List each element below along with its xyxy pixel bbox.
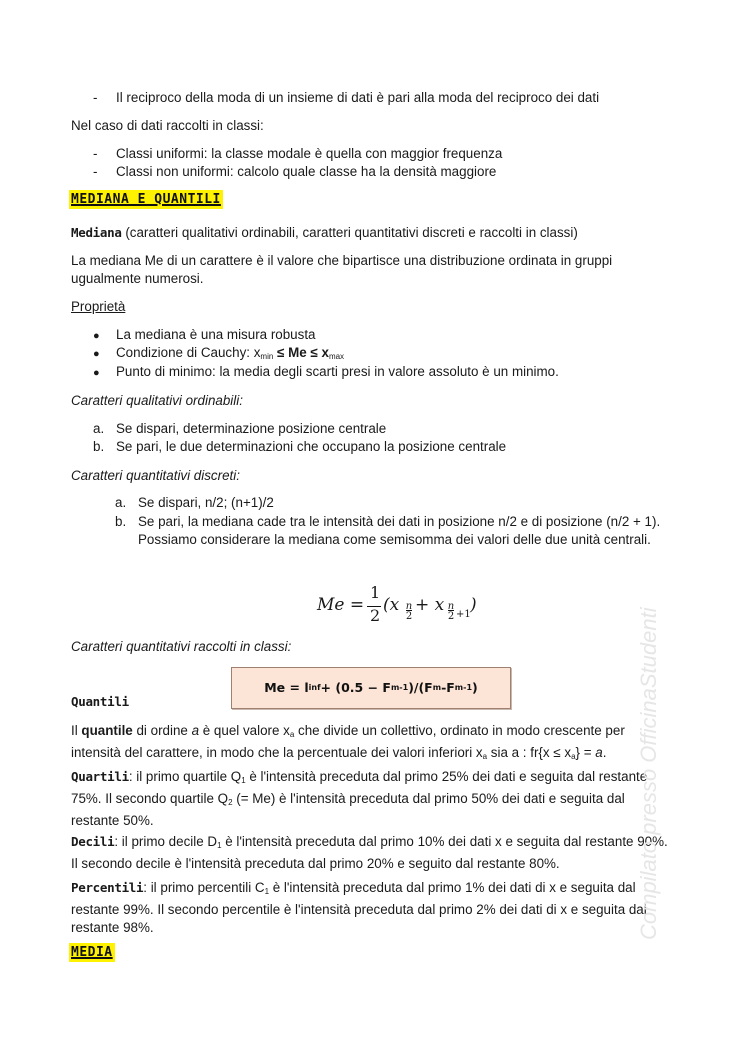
heading-media: MEDIA [71,945,113,960]
decili-paragraph: Decili: il primo decile $D_1$ è l'intensità preceduta dal primo 10% dei dati x e seguita dal restante 90%. Il secondo decile è l'intensità preceduta dal primo 20% e seguito dal restante 80%. [71,834,668,871]
list-letter: a. [115,495,127,510]
paragraph: Nel caso di dati raccolti in classi: [71,118,264,133]
list-item: Classi uniformi: la classe modale è quella con maggior frequenza [116,146,503,161]
bullet-icon: ● [93,330,100,342]
section-heading [69,943,115,962]
list-item: Se pari, le due determinazioni che occupano la posizione centrale [116,439,507,454]
watermark: Compilato presso OfficinaStudenti [636,607,661,940]
mediana-desc: (caratteri qualitativi ordinabili, caratteri quantitativi discreti e raccolti in classi) [121,225,578,240]
quartili-paragraph: Quartili: il primo quartile $Q_1$ è l'intensità preceduta dal primo 25% dei dati e seguita dal restante 75%. Il secondo quartile $Q_2$ (= Me) è l'intensità preceduta dal primo 50% dei dati e seguita dal restante 50%. [71,769,648,828]
list-letter: b. [115,514,127,529]
disc-title: Caratteri quantitativi discreti: [71,468,240,483]
heading-mediana-quantili: MEDIANA E QUANTILI [71,192,221,207]
list-letter: a. [93,421,105,436]
list-letter: b. [93,439,105,454]
list-item: Punto di minimo: la media degli scarti presi in valore assoluto è un minimo. [116,364,559,379]
section-heading [69,190,223,209]
list-item: La mediana è una misura robusta [116,327,316,342]
classes-formula-box: Me = l inf + (0.5 − F m-1 )/(F m -F m-1 ) [231,667,511,709]
list-item: Classi non uniformi: calcolo quale classe ha la densità maggiore [116,164,497,179]
list-item: Se pari, la mediana cade tra le intensità dei dati in posizione n/2 e di posizione (n/2 + 1). Possiamo considerare la mediana come semisomma dei valori delle due unità centrali. [138,514,661,547]
median-formula: Me = 1 2 (x n 2 + x n 2 +1 ) [317,583,477,625]
qual-title: Caratteri qualitativi ordinabili: [71,393,243,408]
quantile-paragraph: Il quantile di ordine a è quel valore $x_a$ che divide un collettivo, ordinato in modo crescente per intensità del carattere, in modo che la percentuale dei valori inferiori $x_a$ sia a : $fr\{x \le x_a\} = a$. [71,723,625,761]
bullet-icon: ● [93,367,100,379]
mediana-label: Mediana [71,225,122,240]
quantili-label: Quantili [71,694,129,709]
list-dash: - [93,90,98,105]
list-item: Se dispari, determinazione posizione centrale [116,421,387,436]
mediana-definition: La mediana Me di un carattere è il valore che bipartisce una distribuzione ordinata in gruppi ugualmente numerosi. [71,253,613,286]
classes-title: Caratteri quantitativi raccolti in classi: [71,639,292,654]
proprieta-title: Proprietà [71,299,126,314]
list-item: Il reciproco della moda di un insieme di dati è pari alla moda del reciproco dei dati [116,90,600,105]
list-dash: - [93,146,98,161]
bullet-icon: ● [93,348,100,360]
list-item: Se dispari, n/2; (n+1)/2 [138,495,274,510]
list-item: Condizione di Cauchy: $x_{min} \le Me \le x_{max}$ [116,345,345,361]
list-dash: - [93,164,98,179]
mediana-line [71,224,578,242]
percentili-paragraph: Percentili: il primo percentili $C_1$ è l'intensità preceduta dal primo 1% dei dati di x e seguita dal restante 99%. Il secondo percentile è l'intensità preceduta dal primo 2% dei dati di x e seguita dal restante 98%. [71,880,647,935]
